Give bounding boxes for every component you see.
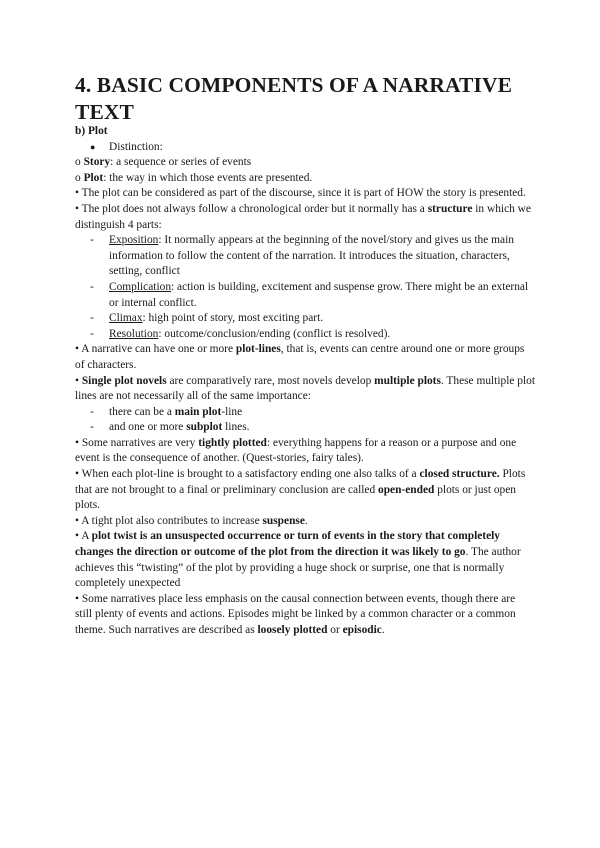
list-item-resolution: - Resolution: outcome/conclusion/ending (conflict is resolved). (90, 327, 391, 340)
page-title: 4. BASIC COMPONENTS OF A NARRATIVE TEXT (75, 73, 513, 124)
plot-definition: o Plot: the way in which those events are presented. (75, 171, 313, 184)
paragraph-multiple-plots: • Single plot novels are comparatively rare, most novels develop multiple plots. These multiple plot lines are not necessarily all of the same importance: (75, 374, 535, 403)
paragraph-plot-twist: • A plot twist is an unsuspected occurrence or turn of events in the story that completely changes the direction or outcome of the plot from the direction it was likely to go. The author achieves this “twisting” of the plot by providing a huge shock or surprise, one that is normally completely unexpected (75, 530, 521, 590)
paragraph-closed-structure: • When each plot-line is brought to a satisfactory ending one also talks of a closed structure. Plots that are not brought to a final or preliminary conclusion are called open-ended plots or just open plots. (75, 468, 526, 512)
document-body (75, 124, 535, 639)
list-item-climax: - Climax: high point of story, most exciting part. (90, 312, 324, 325)
list-item-exposition: - Exposition: It normally appears at the beginning of the novel/story and gives us the main information to follow the content of the narration. It introduces the situation, characters, setting, conflict (90, 234, 514, 278)
distinction-bullet: ● Distinction: (75, 140, 535, 156)
paragraph-suspense: • A tight plot also contributes to increase suspense. (75, 514, 308, 527)
plot-lines-list (75, 405, 535, 436)
paragraph-loosely-plotted: • Some narratives place less emphasis on the causal connection between events, though there are still plenty of events and actions. Episodes might be linked by a common character or a common theme. Such narratives are described as loosely plotted or episodic. (75, 592, 516, 636)
paragraph-structure: • The plot does not always follow a chronological order but it normally has a structure in which we distinguish 4 parts: (75, 202, 531, 231)
paragraph-tightly-plotted: • Some narratives are very tightly plotted: everything happens for a reason or a purpose and one event is the consequence of another. (Quest-stories, fairy tales). (75, 436, 517, 465)
story-definition: o Story: a sequence or series of events (75, 156, 252, 169)
paragraph-plot-lines: • A narrative can have one or more plot-lines, that is, events can centre around one or more groups of characters. (75, 343, 525, 371)
list-item-subplot: - and one or more subplot lines. (90, 421, 250, 434)
paragraph-discourse: • The plot can be considered as part of the discourse, since it is part of HOW the story is presented. (75, 187, 526, 200)
plot-parts-list (75, 233, 535, 342)
list-item-main-plot: - there can be a main plot-line (90, 405, 243, 418)
section-heading: b) Plot (75, 125, 108, 137)
list-item-complication: - Complication: action is building, excitement and suspense grow. There might be an external or internal conflict. (90, 280, 529, 309)
bullet-dot-icon: ● (90, 141, 96, 152)
